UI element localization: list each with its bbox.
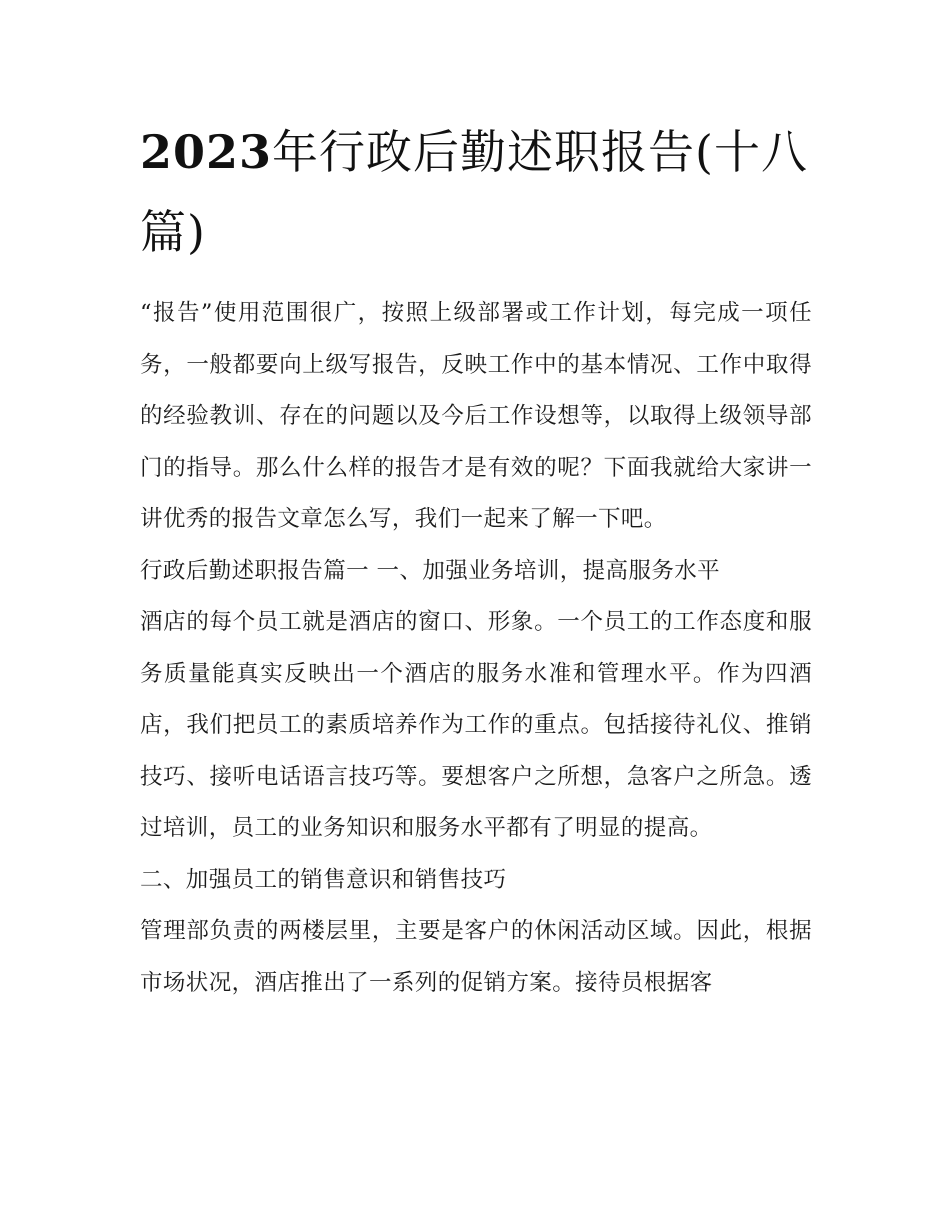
body-paragraph-2: 管理部负责的两楼层里，主要是客户的休闲活动区域。因此，根据市场状况，酒店推出了一系列的促销方案。接待员根据客	[140, 918, 812, 996]
section-heading-2: 二、加强员工的销售意识和销售技巧	[140, 866, 507, 893]
body-paragraph-1: 酒店的每个员工就是酒店的窗口、形象。一个员工的工作态度和服务质量能真实反映出一个酒店的服务水准和管理水平。作为四酒店，我们把员工的素质培养作为工作的重点。包括接待礼仪、推销技巧、接听电话语言技巧等。要想客户之所想，急客户之所急。透过培训，员工的业务知识和服务水平都有了明显的提高。	[140, 609, 812, 841]
title-text: 年行政后勤述职报告(十八篇)	[140, 125, 808, 259]
document-title	[140, 112, 812, 272]
document-body	[140, 112, 812, 1009]
intro-paragraph: “报告”使用范围很广，按照上级部署或工作计划，每完成一项任务，一般都要向上级写报告，反映工作中的基本情况、工作中取得的经验教训、存在的问题以及今后工作设想等，以取得上级领导部门的指导。那么什么样的报告才是有效的呢？下面我就给大家讲一讲优秀的报告文章怎么写，我们一起来了解一下吧。	[140, 300, 812, 532]
section-heading-1: 行政后勤述职报告篇一 一、加强业务培训，提高服务水平	[140, 557, 721, 584]
title-year: 2023	[140, 125, 273, 179]
